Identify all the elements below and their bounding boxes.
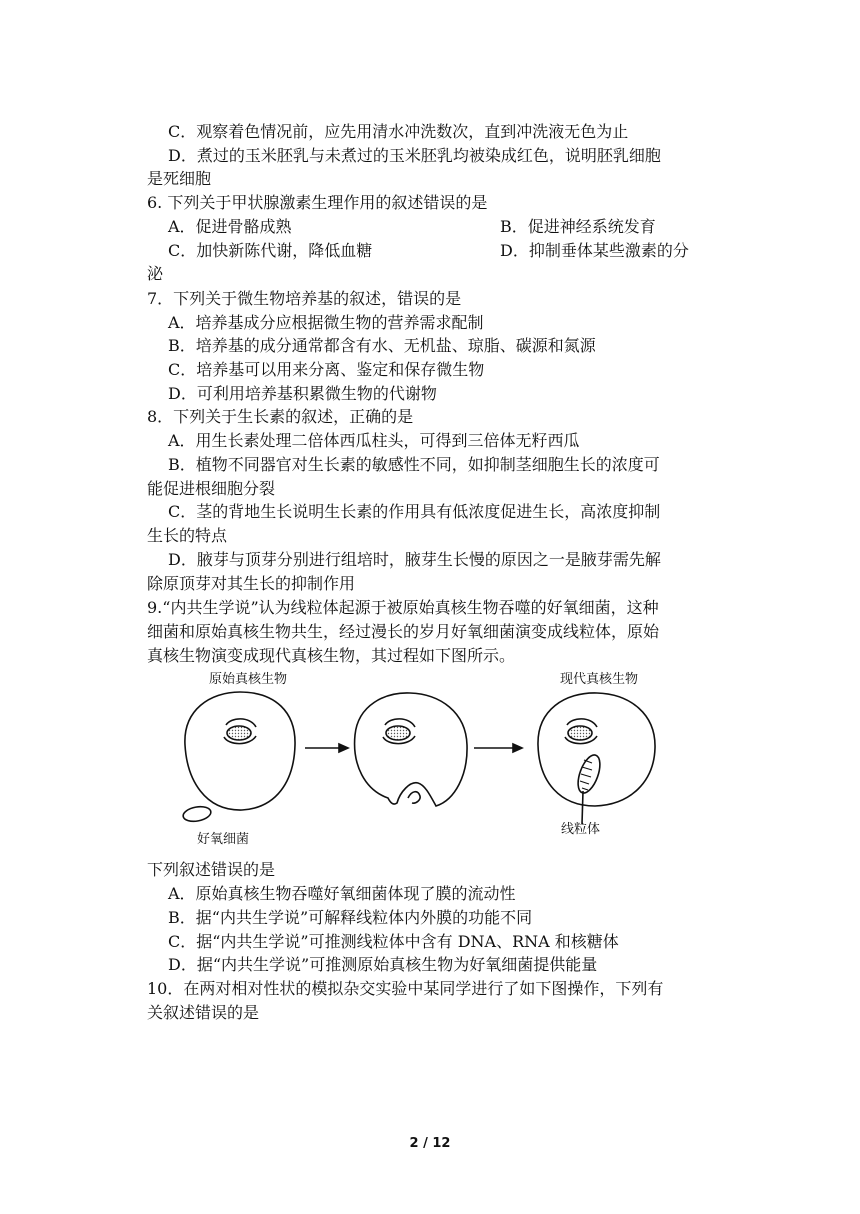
q9-option-c: C．据“内共生学说”可推测线粒体中含有 DNA、RNA 和核糖体 <box>168 932 619 951</box>
engulfing-cell <box>355 693 467 806</box>
q7-stem: 7．下列关于微生物培养基的叙述，错误的是 <box>147 289 462 308</box>
nucleus-icon <box>386 726 410 740</box>
q5-option-c: C．观察着色情况前，应先用清水冲洗数次，直到冲洗液无色为止 <box>168 122 629 141</box>
q8-option-c: C．茎的背地生长说明生长素的作用具有低浓度促进生长，高浓度抑制 <box>168 502 661 521</box>
q6-option-d-cont: 泌 <box>147 264 164 283</box>
q8-option-b: B．植物不同器官对生长素的敏感性不同，如抑制茎细胞生长的浓度可 <box>168 455 660 474</box>
q9-stem-1: 9.“内共生学说”认为线粒体起源于被原始真核生物吞噬的好氧细菌，这种 <box>147 598 659 617</box>
q7-option-d: D．可利用培养基积累微生物的代谢物 <box>168 384 437 403</box>
q9-stem-2: 细菌和原始真核生物共生，经过漫长的岁月好氧细菌演变成线粒体，原始 <box>147 622 660 641</box>
label-modern-eukaryote: 现代真核生物 <box>560 672 639 687</box>
q6-option-d: D．抑制垂体某些激素的分 <box>500 241 689 260</box>
q6-option-b: B．促进神经系统发育 <box>500 217 656 236</box>
q6-option-c: C．加快新陈代谢，降低血糖 <box>168 241 373 260</box>
q9-stem-3: 真核生物演变成现代真核生物，其过程如下图所示。 <box>147 646 516 665</box>
bacterium-icon <box>182 805 212 824</box>
q7-option-c: C．培养基可以用来分离、鉴定和保存微生物 <box>168 360 485 379</box>
page-number: 2 / 12 <box>409 1136 451 1151</box>
q9-option-b: B．据“内共生学说”可解释线粒体内外膜的功能不同 <box>168 908 533 927</box>
q9-option-d: D．据“内共生学说”可推测原始真核生物为好氧细菌提供能量 <box>168 955 598 974</box>
mitochondrion-icon <box>574 752 605 796</box>
q8-option-c-cont: 生长的特点 <box>147 526 228 545</box>
q5-option-d-cont: 是死细胞 <box>147 169 212 188</box>
q8-option-b-cont: 能促进根细胞分裂 <box>147 479 276 498</box>
label-primitive-eukaryote: 原始真核生物 <box>209 672 288 687</box>
q7-option-a: A．培养基成分应根据微生物的营养需求配制 <box>168 313 484 332</box>
q7-option-b: B．培养基的成分通常都含有水、无机盐、琼脂、碳源和氮源 <box>168 336 596 355</box>
nucleus-icon <box>227 726 251 740</box>
q9-option-a: A．原始真核生物吞噬好氧细菌体现了膜的流动性 <box>168 884 516 903</box>
modern-cell <box>538 693 655 806</box>
primitive-cell <box>185 692 295 810</box>
label-aerobic-bacteria: 好氧细菌 <box>197 832 250 847</box>
q8-option-d: D．腋芽与顶芽分别进行组培时，腋芽生长慢的原因之一是腋芽需先解 <box>168 550 661 569</box>
q9-question: 下列叙述错误的是 <box>147 860 276 879</box>
q5-option-d: D．煮过的玉米胚乳与未煮过的玉米胚乳均被染成红色，说明胚乳细胞 <box>168 146 661 165</box>
nucleus-icon <box>568 726 592 740</box>
q10-stem-2: 关叙述错误的是 <box>147 1003 260 1022</box>
q8-option-a: A．用生长素处理二倍体西瓜柱头，可得到三倍体无籽西瓜 <box>168 431 580 450</box>
q6-option-a: A．促进骨骼成熟 <box>168 217 292 236</box>
q8-stem: 8．下列关于生长素的叙述，正确的是 <box>147 407 414 426</box>
q8-option-d-cont: 除原顶芽对其生长的抑制作用 <box>147 574 356 593</box>
q6-stem: 6. 下列关于甲状腺激素生理作用的叙述错误的是 <box>147 193 488 212</box>
label-mitochondrion: 线粒体 <box>561 822 601 837</box>
endosymbiosis-figure <box>170 672 690 852</box>
q10-stem-1: 10．在两对相对性状的模拟杂交实验中某同学进行了如下图操作，下列有 <box>147 979 664 998</box>
